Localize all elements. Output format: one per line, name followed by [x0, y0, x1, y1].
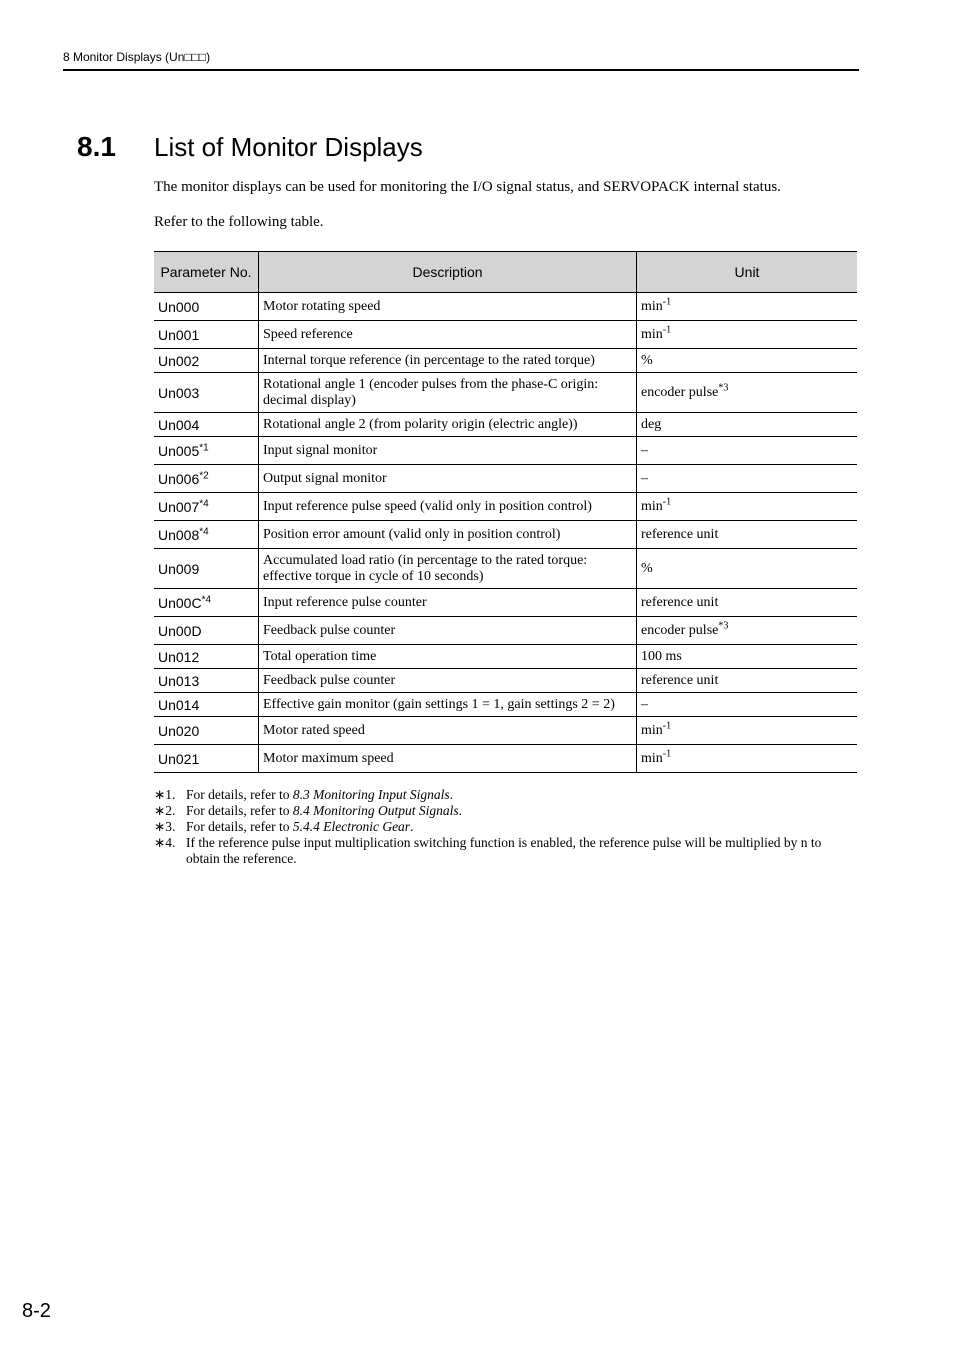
footnote-body: If the reference pulse input multiplication switching function is enabled, the reference pulse will be multiplied by n to obtain the reference.	[186, 835, 822, 866]
parameter-number: Un001	[158, 326, 200, 343]
unit-cell	[637, 493, 858, 521]
footnote-text	[186, 819, 858, 835]
footnotes	[154, 787, 858, 867]
parameter-cell	[154, 717, 259, 745]
unit-text: encoder pulse	[641, 622, 719, 638]
footnote-end: .	[449, 787, 453, 802]
table-body	[154, 293, 857, 773]
description-cell: Rotational angle 2 (from polarity origin (electric angle))	[259, 413, 637, 437]
monitor-display-table	[154, 251, 857, 773]
unit-cell	[637, 549, 858, 589]
unit-text: min	[641, 326, 663, 342]
unit-text: –	[641, 442, 648, 458]
unit-text: –	[641, 470, 648, 486]
footnote-section-reference: 8.4 Monitoring Output Signals	[292, 803, 459, 818]
unit-text: encoder pulse	[641, 384, 719, 400]
parameter-cell	[154, 465, 259, 493]
parameter-footnote-ref: *4	[199, 497, 209, 509]
parameter-cell	[154, 549, 259, 589]
description-cell: Feedback pulse counter	[259, 617, 637, 645]
parameter-number: Un014	[158, 696, 200, 713]
parameter-number: Un021	[158, 750, 200, 767]
footnote-section-reference: 5.4.4 Electronic Gear	[292, 819, 411, 834]
footnote	[154, 787, 858, 803]
description-cell: Output signal monitor	[259, 465, 637, 493]
description-cell: Position error amount (valid only in position control)	[259, 521, 637, 549]
parameter-number: Un000	[158, 298, 200, 315]
running-header: 8 Monitor Displays (Un□□□)	[63, 50, 211, 64]
parameter-number: Un008	[158, 526, 200, 543]
footnote-text	[186, 803, 858, 819]
unit-text: min	[641, 722, 663, 738]
unit-superscript: -1	[662, 719, 672, 731]
table-row	[154, 413, 857, 437]
footnote-body: For details, refer to	[186, 803, 293, 818]
description-cell: Motor rated speed	[259, 717, 637, 745]
table-row	[154, 493, 857, 521]
unit-cell	[637, 349, 858, 373]
table-row	[154, 349, 857, 373]
parameter-footnote-ref: *2	[199, 469, 209, 481]
table-row	[154, 549, 857, 589]
unit-superscript: *3	[718, 381, 729, 393]
table-row	[154, 669, 857, 693]
parameter-number: Un002	[158, 352, 200, 369]
unit-cell	[637, 465, 858, 493]
description-cell: Input signal monitor	[259, 437, 637, 465]
parameter-number: Un012	[158, 648, 200, 665]
unit-cell	[637, 693, 858, 717]
header-unit: Unit	[637, 252, 858, 293]
parameter-number: Un003	[158, 384, 200, 401]
unit-cell	[637, 293, 858, 321]
parameter-cell	[154, 373, 259, 413]
unit-text: min	[641, 298, 663, 314]
intro-paragraph: The monitor displays can be used for monitoring the I/O signal status, and SERVOPACK internal status.	[154, 179, 781, 195]
parameter-cell	[154, 321, 259, 349]
page-number: 8-2	[22, 1300, 51, 1322]
unit-text: min	[641, 498, 663, 514]
parameter-number: Un007	[158, 498, 200, 515]
parameter-footnote-ref: *4	[201, 593, 212, 605]
unit-cell	[637, 321, 858, 349]
unit-cell	[637, 645, 858, 669]
unit-text: %	[641, 352, 653, 368]
parameter-number: Un006	[158, 470, 200, 487]
unit-text: 100 ms	[641, 648, 682, 664]
unit-cell	[637, 745, 858, 773]
footnote	[154, 835, 858, 867]
footnote-end: .	[458, 803, 462, 818]
parameter-cell	[154, 349, 259, 373]
table-row	[154, 465, 857, 493]
table-header-row	[154, 252, 857, 293]
table-row	[154, 293, 857, 321]
parameter-number: Un005	[158, 442, 200, 459]
unit-text: min	[641, 750, 663, 766]
parameter-cell	[154, 669, 259, 693]
parameter-cell	[154, 617, 259, 645]
footnote-mark: ∗3.	[154, 819, 176, 834]
unit-cell	[637, 617, 858, 645]
parameter-number: Un00D	[158, 622, 202, 639]
description-cell: Effective gain monitor (gain settings 1 = 1, gain settings 2 = 2)	[259, 693, 637, 717]
unit-superscript: -1	[662, 747, 672, 759]
footnote-text	[186, 835, 858, 867]
parameter-footnote-ref: *4	[199, 525, 209, 537]
section-title: List of Monitor Displays	[154, 132, 423, 162]
unit-superscript: -1	[662, 323, 672, 335]
table-row	[154, 321, 857, 349]
parameter-cell	[154, 293, 259, 321]
unit-cell	[637, 717, 858, 745]
table-row	[154, 745, 857, 773]
description-cell: Internal torque reference (in percentage to the rated torque)	[259, 349, 637, 373]
unit-cell	[637, 521, 858, 549]
header-description: Description	[259, 252, 637, 293]
description-cell: Total operation time	[259, 645, 637, 669]
unit-cell	[637, 413, 858, 437]
description-cell: Motor maximum speed	[259, 745, 637, 773]
footnote	[154, 819, 858, 835]
header-rule	[63, 69, 859, 71]
description-cell: Accumulated load ratio (in percentage to the rated torque: effective torque in cycle of 10 seconds)	[259, 549, 637, 589]
parameter-cell	[154, 589, 259, 617]
table-row	[154, 589, 857, 617]
unit-cell	[637, 589, 858, 617]
parameter-cell	[154, 437, 259, 465]
unit-text: reference unit	[641, 672, 719, 688]
unit-superscript: *3	[718, 619, 729, 631]
table-row	[154, 693, 857, 717]
parameter-cell	[154, 745, 259, 773]
parameter-cell	[154, 521, 259, 549]
section-number: 8.1	[77, 131, 116, 162]
intro-reference-sentence: Refer to the following table.	[154, 214, 324, 230]
parameter-cell	[154, 693, 259, 717]
parameter-number: Un004	[158, 416, 200, 433]
unit-text: reference unit	[641, 526, 719, 542]
table-row	[154, 717, 857, 745]
footnote-body: For details, refer to	[186, 819, 293, 834]
unit-cell	[637, 437, 858, 465]
footnote-mark: ∗4.	[154, 835, 176, 850]
table-row	[154, 373, 857, 413]
unit-cell	[637, 669, 858, 693]
description-cell: Input reference pulse speed (valid only in position control)	[259, 493, 637, 521]
footnote	[154, 803, 858, 819]
table-row	[154, 645, 857, 669]
footnote-section-reference: 8.3 Monitoring Input Signals	[292, 787, 450, 802]
unit-superscript: -1	[662, 295, 672, 307]
unit-text: –	[641, 696, 648, 712]
table-row	[154, 437, 857, 465]
unit-text: %	[641, 560, 653, 576]
parameter-cell	[154, 413, 259, 437]
description-cell: Speed reference	[259, 321, 637, 349]
parameter-cell	[154, 493, 259, 521]
unit-text: deg	[641, 416, 662, 432]
parameter-number: Un020	[158, 722, 200, 739]
unit-cell	[637, 373, 858, 413]
description-cell: Motor rotating speed	[259, 293, 637, 321]
parameter-number: Un00C	[158, 594, 202, 611]
description-cell: Input reference pulse counter	[259, 589, 637, 617]
table-row	[154, 617, 857, 645]
footnote-mark: ∗2.	[154, 803, 176, 818]
unit-superscript: -1	[662, 495, 672, 507]
unit-text: reference unit	[641, 594, 719, 610]
footnote-mark: ∗1.	[154, 787, 176, 802]
parameter-cell	[154, 645, 259, 669]
description-cell: Rotational angle 1 (encoder pulses from the phase-C origin: decimal display)	[259, 373, 637, 413]
footnote-end: .	[410, 819, 414, 834]
table-row	[154, 521, 857, 549]
parameter-footnote-ref: *1	[199, 441, 209, 453]
footnote-text	[186, 787, 858, 803]
header-parameter-no: Parameter No.	[154, 252, 259, 293]
description-cell: Feedback pulse counter	[259, 669, 637, 693]
parameter-number: Un013	[158, 672, 200, 689]
footnote-body: For details, refer to	[186, 787, 293, 802]
parameter-number: Un009	[158, 560, 200, 577]
